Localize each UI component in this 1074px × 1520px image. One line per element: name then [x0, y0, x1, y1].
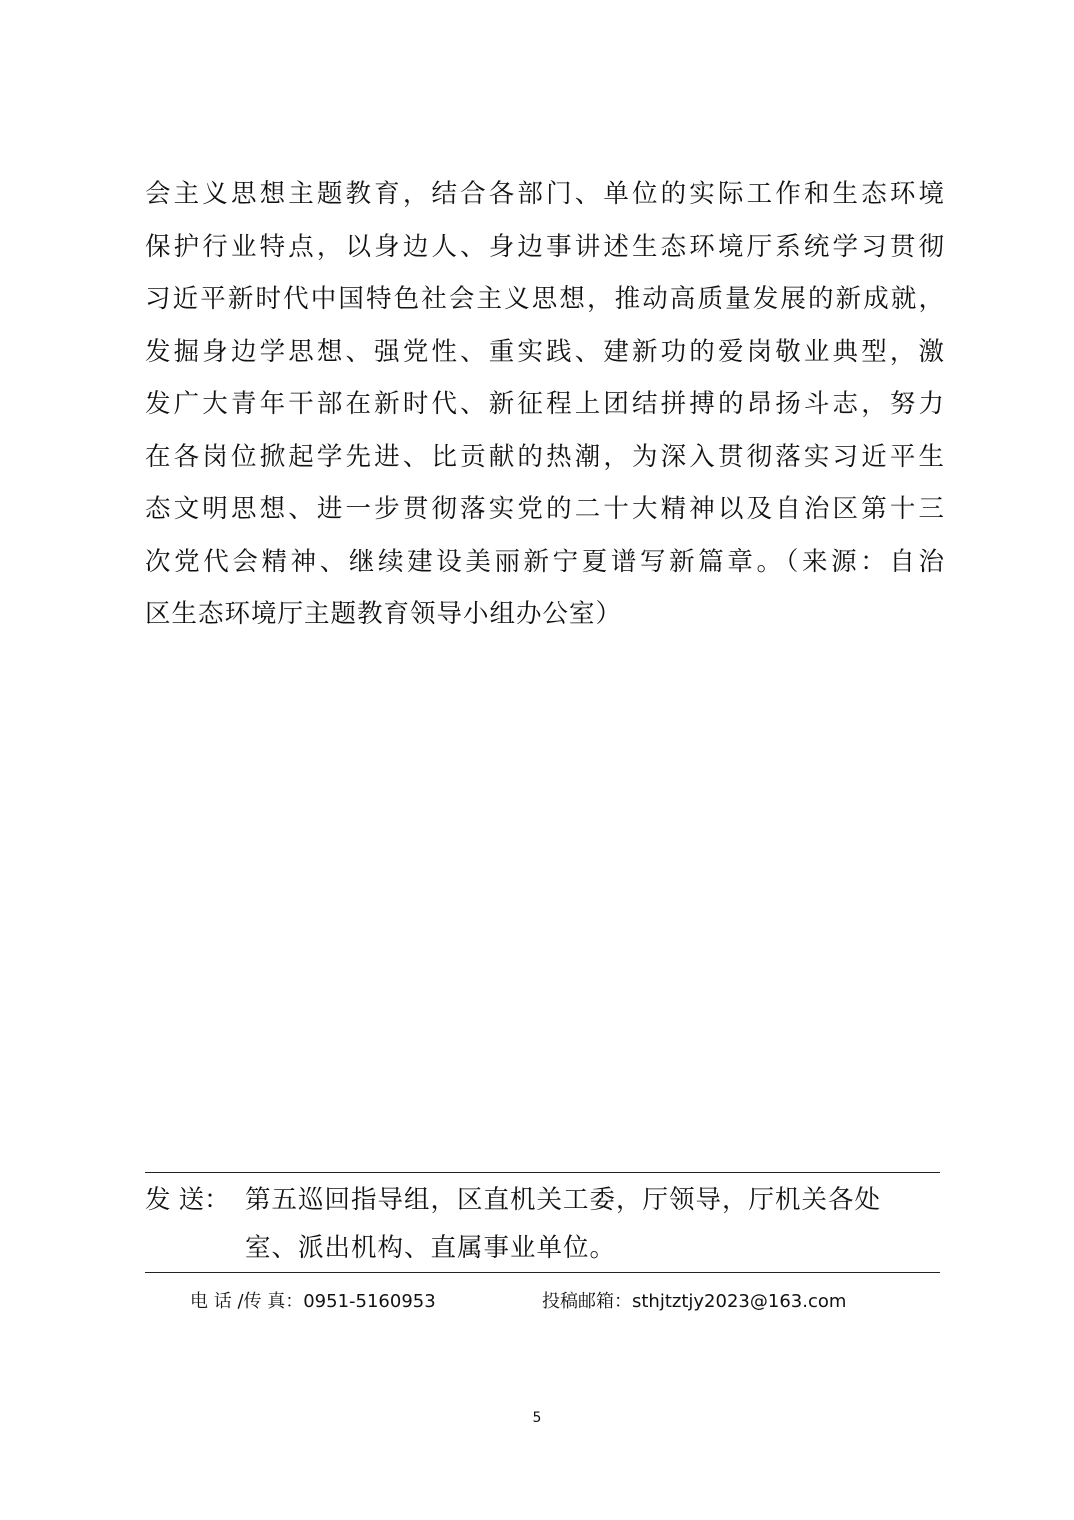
body-paragraph: [145, 168, 945, 641]
body-line-1: 会主义思想主题教育，结合各部门、单位的实际工作和生态环境: [145, 179, 945, 209]
body-line-6: 在各岗位掀起学先进、比贡献的热潮，为深入贯彻落实习近平生: [145, 441, 945, 472]
contact-phone: 电 话 /传 真：0951-5160953: [190, 1291, 436, 1312]
distribution-bottom-rule: [145, 1272, 940, 1273]
body-line-4: 发掘身边学思想、强党性、重实践、建新功的爱岗敬业典型，激: [145, 336, 945, 367]
page-number: 5: [532, 1410, 542, 1426]
contact-email: 投稿邮箱：sthjtztjy2023@163.com: [542, 1291, 847, 1312]
body-line-2: 保护行业特点，以身边人、身边事讲述生态环境厅系统学习贯彻: [145, 231, 945, 262]
distribution-top-rule: [145, 1172, 940, 1173]
body-line-9: 区生态环境厅主题教育领导小组办公室）: [145, 599, 623, 629]
distribution-row-2: [145, 1224, 940, 1272]
body-line-5: 发广大青年干部在新时代、新征程上团结拼搏的昂扬斗志，努力: [145, 389, 945, 419]
body-line-7: 态文明思想、进一步贯彻落实党的二十大精神以及自治区第十三: [145, 494, 945, 524]
distribution-block: [145, 1176, 940, 1272]
body-line-8: 次党代会精神、继续建设美丽新宁夏谱写新篇章。（来源：自治: [145, 546, 945, 577]
distribution-recipients-1: 第五巡回指导组，区直机关工委，厅领导，厅机关各处: [245, 1185, 882, 1215]
distribution-row-1: [145, 1176, 940, 1224]
body-line-3: 习近平新时代中国特色社会主义思想，推动高质量发展的新成就，: [145, 284, 945, 314]
distribution-label: 发 送：: [145, 1185, 230, 1215]
distribution-recipients-2: 室、派出机构、直属事业单位。: [245, 1233, 617, 1263]
